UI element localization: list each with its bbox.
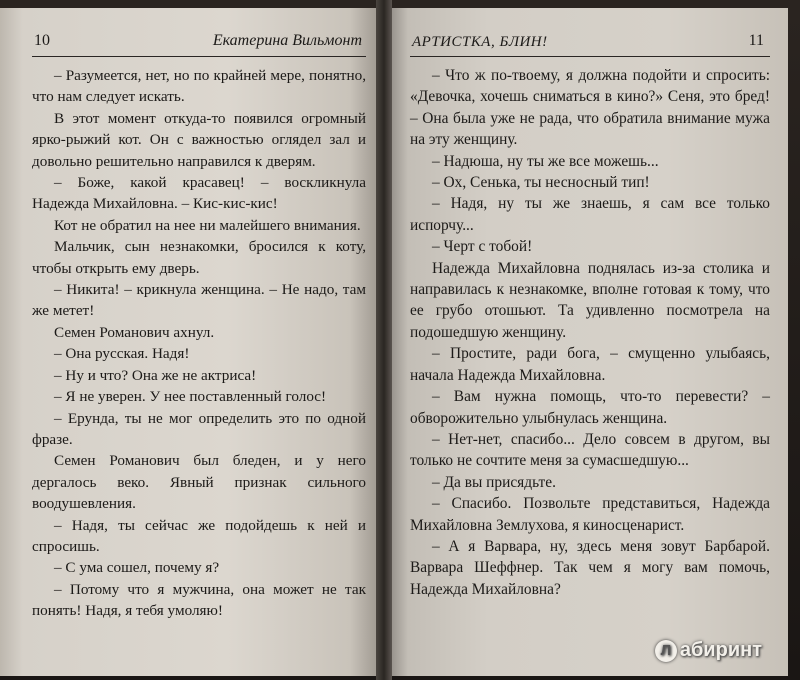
paragraph: В этот момент откуда-то появился огромный ярко-рыжий кот. Он с важностью оглядел зал и довольно решительно направился к дверям. — [32, 109, 366, 170]
paragraph: – А я Варвара, ну, здесь меня зовут Барбарой. Варвара Шеффнер. Так чем я могу вам помочь, Надежда Михайловна? — [410, 537, 770, 598]
paragraph: Семен Романович ахнул. — [54, 323, 215, 341]
left-running-title: Екатерина Вильмонт — [212, 32, 362, 49]
right-page-number: 11 — [748, 32, 764, 49]
paragraph: – Что ж по-твоему, я должна подойти и спросить: «Девочка, хочешь сниматься в кино?» Сеня, это бред! – Она была уже не рада, что обратила внимание мужа на эту женщину. — [410, 67, 770, 149]
paragraph: – Я не уверен. У нее поставленный голос! — [54, 388, 327, 406]
right-page-header — [410, 30, 770, 57]
paragraph: – Надя, ты сейчас же подойдешь к ней и спросишь. — [32, 516, 366, 555]
paragraph: – Черт с тобой! — [432, 238, 533, 256]
labirint-logo-icon: Л — [655, 640, 677, 662]
paragraph: – Ерунда, ты не мог определить это по одной фразе. — [32, 409, 366, 448]
right-running-title: АРТИСТКА, БЛИН! — [412, 34, 548, 50]
left-page-number: 10 — [34, 32, 50, 49]
paragraph: – Она русская. Надя! — [54, 345, 190, 363]
paragraph: – Надюша, ну ты же все можешь... — [432, 152, 659, 170]
paragraph: – Никита! – крикнула женщина. – Не надо, там же метет! — [32, 281, 366, 320]
paragraph: Семен Романович был бледен, и у него дергалось веко. Явный признак сильного воодушевления. — [32, 452, 366, 513]
labirint-watermark — [655, 639, 762, 662]
paragraph: Надежда Михайловна поднялась из-за столика и направилась к незнакомке, вполне готовая к тому, что ее грубо отошьют. Та удивленно посмотрела на подошедшую женщину. — [410, 259, 770, 341]
paragraph: – Надя, ну ты же знаешь, я сам все только испорчу... — [410, 195, 770, 234]
paragraph: – Боже, какой красавец! – воскликнула Надежда Михайловна. – Кис-кис-кис! — [32, 174, 366, 213]
paragraph: – Да вы присядьте. — [432, 473, 556, 491]
paragraph: Кот не обратил на нее ни малейшего внимания. — [54, 216, 361, 234]
left-page — [0, 8, 380, 676]
paragraph: – Ох, Сенька, ты несносный тип! — [432, 174, 650, 192]
paragraph: – Ну и что? Она же не актриса! — [54, 366, 257, 384]
paragraph: – Разумеется, нет, но по крайней мере, понятно, что нам следует искать. — [32, 67, 366, 106]
right-page-text — [410, 65, 770, 600]
left-page-header — [32, 30, 366, 57]
paragraph: – Нет-нет, спасибо... Дело совсем в другом, вы только не сочтите меня за сумасшедшую... — [410, 430, 770, 470]
right-page — [388, 8, 788, 676]
paragraph: – С ума сошел, почему я? — [54, 559, 220, 577]
book-spine-gutter — [376, 0, 392, 680]
watermark-text: абиринт — [679, 639, 762, 661]
paragraph: – Спасибо. Позвольте представиться, Надежда Михайловна Землухова, я киносценарист. — [410, 495, 770, 534]
paragraph: – Простите, ради бога, – смущенно улыбаясь, начала Надежда Михайловна. — [410, 345, 770, 384]
paragraph: – Потому что я мужчина, она может не так понять! Надя, я тебя умоляю! — [32, 580, 366, 620]
left-page-text — [32, 65, 366, 622]
paragraph: Мальчик, сын незнакомки, бросился к коту, чтобы открыть ему дверь. — [32, 238, 366, 277]
paragraph: – Вам нужна помощь, что-то перевести? – обворожительно улыбнулась женщина. — [410, 388, 770, 427]
